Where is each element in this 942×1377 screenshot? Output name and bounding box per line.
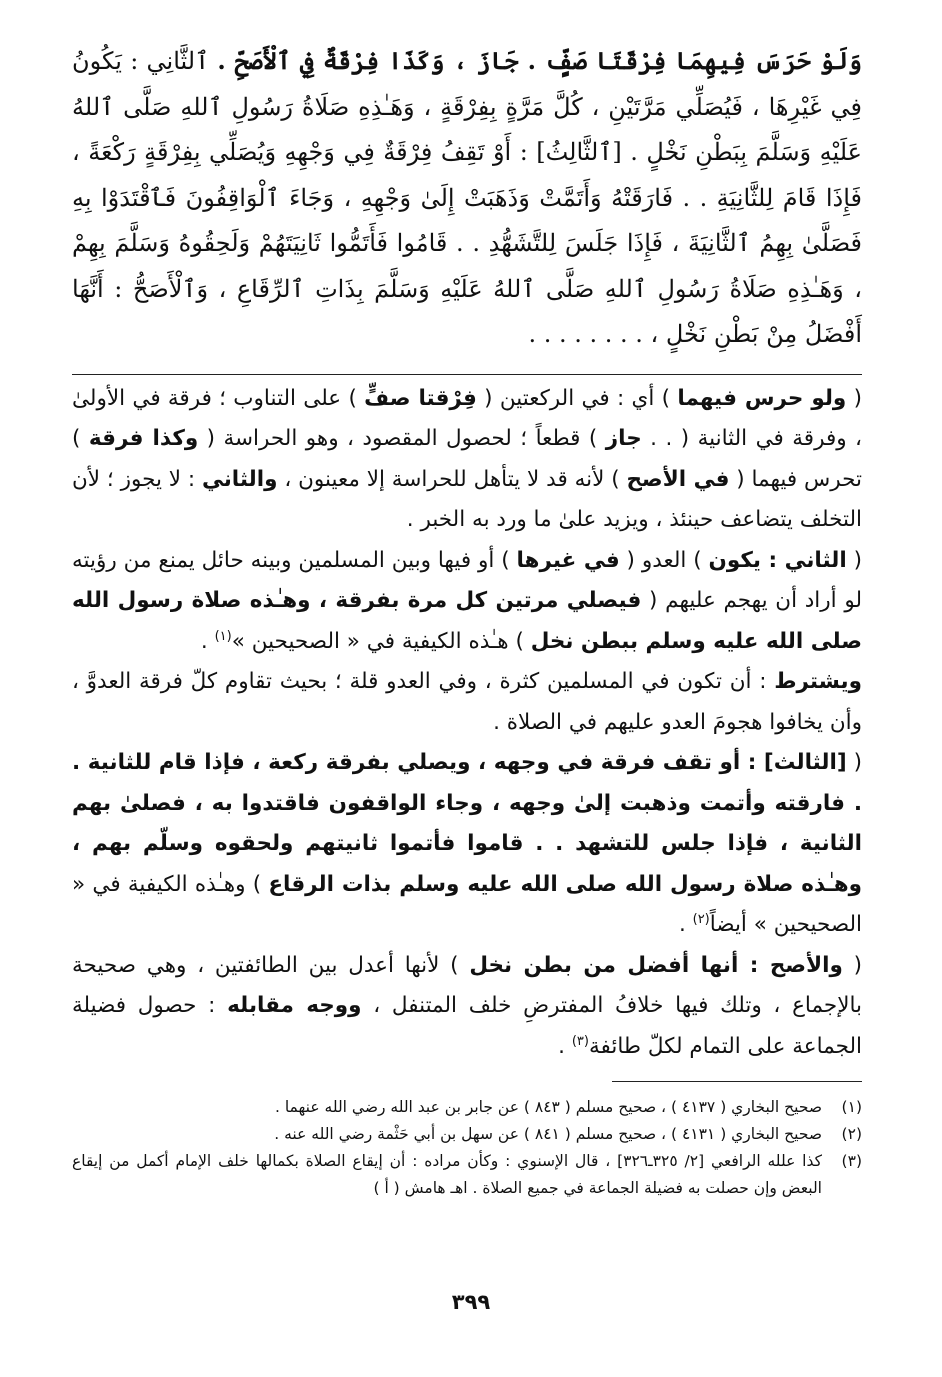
quoted-matn: ووجه مقابله (227, 993, 362, 1018)
sharh-text: ) قطعاً ؛ لحصول المقصود ، وهو الحراسة ( (198, 426, 606, 451)
sharh-paragraph (72, 541, 862, 663)
quoted-matn: في الأصح (626, 466, 730, 492)
sharh-paragraph (72, 662, 862, 743)
sharh-text: ( (846, 750, 862, 775)
footnotes (72, 1094, 862, 1202)
sharh-paragraph (72, 946, 862, 1068)
footnote-item (72, 1148, 862, 1202)
quoted-matn: جاز (605, 426, 642, 451)
quoted-matn: [الثالث] : أو تقف فرقة في وجهه ، ويصلي بفرقة ركعة ، فإذا قام للثانية . . فارقته وأتمت وذهبت إلىٰ وجهه ، وجاء الواقفون فاقتدوا به ، فصلىٰ بهم الثانية ، فإذا جلس للتشهد . . قاموا فأتموا ثانيتهم ولحقوه وسلّم بهم ، وهـٰذه صلاة رسول الله صلى الله عليه وسلم بذات الرقاع (72, 750, 862, 897)
footnote-text: كذا علله الرافعي [٢/ ٣٢٥ـ٣٢٦] ، قال الإسنوي : وكأن مراده : أن إيقاع الصلاة بكمالها خلف الإمام أكمل من إيقاع البعض وإن حصلت به فضيلة الجماعة في جميع الصلاة . اهـ هامش ( أ ) (72, 1152, 822, 1197)
footnote-separator (612, 1081, 862, 1082)
sharh-text: . (558, 1033, 572, 1059)
quoted-matn: والأصح : أنها أفضل من بطن نخل (469, 952, 843, 978)
sharh-text: ) لأنها أعدل بين الطائفتين ، وهي صحيحة بالإجماع ، وتلك فيها خلافُ المفترضِ خلف المتنفل ، (72, 952, 862, 1018)
sharh-text: ) لأنه قد لا يتأهل للحراسة إلا معينون ، (277, 466, 627, 492)
quoted-matn: ويشترط (774, 669, 862, 694)
footnote-number: (٣) (841, 1152, 862, 1170)
sharh-text: : حصول فضيلة الجماعة على التمام لكلّ طائفة (72, 993, 862, 1059)
sharh-text: ) أي : في الركعتين ( (476, 385, 678, 411)
sharh-text: : لا يجوز ؛ لأن التخلف يتضاعف حينئذ ، ويزيد علىٰ ما ورد به الخبر . (72, 466, 862, 532)
footnote-item (72, 1121, 862, 1148)
footnote-number: (١) (841, 1098, 862, 1116)
footnote-ref[interactable]: (٣) (571, 1033, 589, 1049)
quoted-matn: وكذا فرقة (88, 426, 199, 451)
matn-body: ٱلثَّانِي : يَكُونُ فِي غَيْرِهَا ، فَيُصَلِّي مَرَّتَيْنِ ، كُلَّ مَرَّةٍ بِفِرْقَةٍ ، وَهَـٰذِهِ صَلَاةُ رَسُولِ ٱللهِ صَلَّى ٱللهُ عَلَيْهِ وَسَلَّمَ بِبَطْنِ نَخْلٍ . [ٱلثَّالِثُ] : أَوْ تَقِفُ فِرْقَةٌ فِي وَجْهِهِ وَيُصَلِّي بِفِرْقَةٍ رَكْعَةً ، فَإِذَا قَامَ لِلثَّانِيَةِ . . فَارَقَتْهُ وَأَتَمَّتْ وَذَهَبَتْ إِلَىٰ وَجْهِهِ ، وَجَاءَ ٱلْوَاقِفُونَ فَٱقْتَدَوْا بِهِ فَصَلَّىٰ بِهِمُ ٱلثَّانِيَةَ ، فَإِذَا جَلَسَ لِلتَّشَهُّدِ . . قَامُوا فَأَتَمُّوا ثَانِيَتَهُمْ وَلَحِقُوهُ وَسَلَّمَ بِهِمْ ، وَهَـٰذِهِ صَلَاةُ رَسُولِ ٱللهِ صَلَّى ٱللهُ عَلَيْهِ وَسَلَّمَ بِذَاتِ ٱلرِّقَاعِ ، وَٱلْأَصَحُّ : أَنَّهَا أَفْضَلُ مِنْ بَطْنِ نَخْلٍ ، . . . . . . . . (72, 47, 862, 348)
sharh-paragraph (72, 379, 862, 541)
sharh-text: ) العدو ( (619, 547, 709, 573)
footnote-text: صحيح البخاري ( ٤١٣١ ) ، صحيح مسلم ( ٨٤١ ) عن سهل بن أبي حَثْمة رضي الله عنه . (274, 1125, 822, 1143)
sharh-text: ) هـٰذه الكيفية في « الصحيحين » (231, 628, 531, 654)
footnote-item (72, 1094, 862, 1121)
sharh-text: . (678, 912, 693, 937)
matn-lead: وَلَوْ حَرَسَ فِيهِمَا فِرْقَتَا صَفٍّ . جَازَ ، وَكَذَا فِرْقَةٌ فِي ٱلْأَصَحِّ . (217, 46, 862, 75)
page-body (72, 38, 862, 1202)
quoted-matn: والثاني (201, 466, 278, 492)
sharh-text: ( (846, 547, 862, 573)
sharh-text: . (200, 628, 215, 654)
footnote-ref[interactable]: (١) (214, 628, 232, 644)
sharh-text: ( (846, 385, 862, 411)
sharh-text: ) تحرس فيهما ( (72, 426, 862, 492)
quoted-matn: الثاني : يكون (708, 547, 847, 573)
sharh-text: ) وهـٰذه الكيفية في « الصحيحين » أيضاً (72, 871, 862, 937)
matn-separator (72, 374, 862, 375)
quoted-matn: فيصلي مرتين كل مرة بفرقة ، وهـٰذه صلاة رسول الله صلى الله عليه وسلم ببطن نخل (72, 588, 862, 654)
quoted-matn: في غيرها (516, 547, 620, 573)
footnote-ref[interactable]: (٢) (692, 911, 710, 927)
footnote-number: (٢) (841, 1125, 862, 1143)
page-number: ٣٩٩ (451, 1290, 491, 1314)
sharh-commentary (72, 379, 862, 1068)
quoted-matn: ولو حرس فيهما (677, 385, 847, 411)
sharh-text: ) على التناوب ؛ فرقة في الأولىٰ ، وفرقة في الثانية ( . . (72, 385, 862, 451)
footnote-text: صحيح البخاري ( ٤١٣٧ ) ، صحيح مسلم ( ٨٤٣ ) عن جابر بن عبد الله رضي الله عنهما . (274, 1098, 822, 1116)
sharh-text: ) أو فيها وبين المسلمين وبينه حائل يمنع من رؤيته لو أراد أن يهجم عليهم ( (72, 547, 863, 613)
quoted-matn: فِرْقتا صفٍّ (364, 385, 477, 411)
sharh-text: : أن تكون في المسلمين كثرة ، وفي العدو قلة ؛ بحيث تقاوم كلّ فرقة العدوَّ ، وأن يخافوا هجومَ العدو عليهم في الصلاة . (72, 669, 862, 735)
matn-text (72, 38, 862, 358)
sharh-paragraph (72, 743, 862, 946)
sharh-text: ( (842, 952, 862, 978)
